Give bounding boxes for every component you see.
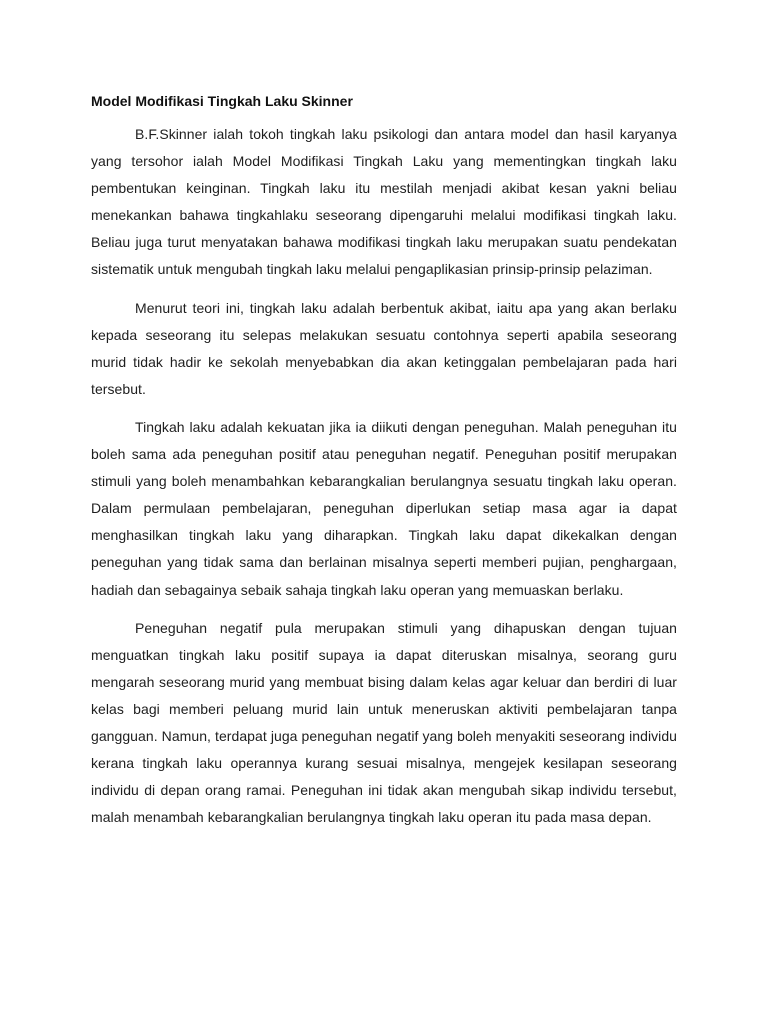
- paragraph-negative-reinforcement: Peneguhan negatif pula merupakan stimuli yang dihapuskan dengan tujuan menguatkan tingkah laku positif supaya ia dapat diteruskan misalnya, seorang guru mengarah seseorang murid yang membuat bising dalam kelas agar keluar dan berdiri di luar kelas bagi memberi peluang murid lain untuk meneruskan aktiviti pembelajaran tanpa gangguan. Namun, terdapat juga peneguhan negatif yang boleh menyakiti seseorang individu kerana tingkah laku operannya kurang sesuai misalnya, mengejek kesilapan seseorang individu di depan orang ramai. Peneguhan ini tidak akan mengubah sikap individu tersebut, malah menambah kebarangkalian berulangnya tingkah laku operan itu pada masa depan.: [91, 619, 677, 826]
- paragraph-positive-reinforcement: Tingkah laku adalah kekuatan jika ia diikuti dengan peneguhan. Malah peneguhan itu boleh sama ada peneguhan positif atau peneguhan negatif. Peneguhan positif merupakan stimuli yang boleh menambahkan kebarangkalian berulangnya sesuatu tingkah laku operan. Dalam permulaan pembelajaran, peneguhan diperlukan setiap masa agar ia dapat menghasilkan tingkah laku yang diharapkan. Tingkah laku dapat dikekalkan dengan peneguhan yang tidak sama dan berlainan misalnya seperti memberi pujian, penghargaan, hadiah dan sebagainya sebaik sahaja tingkah laku operan yang memuaskan berlaku.: [91, 418, 677, 598]
- document-title: Model Modifikasi Tingkah Laku Skinner: [91, 93, 353, 109]
- paragraph-theory-consequence: Menurut teori ini, tingkah laku adalah berbentuk akibat, iaitu apa yang akan berlaku kepada seseorang itu selepas melakukan sesuatu contohnya seperti apabila seseorang murid tidak hadir ke sekolah menyebabkan dia akan ketinggalan pembelajaran pada hari tersebut.: [91, 299, 677, 397]
- document-page: [91, 91, 677, 842]
- paragraph-skinner-intro: B.F.Skinner ialah tokoh tingkah laku psikologi dan antara model dan hasil karyanya yang tersohor ialah Model Modifikasi Tingkah Laku yang mementingkan tingkah laku pembentukan keinginan. Tingkah laku itu mestilah menjadi akibat kesan yakni beliau menekankan bahawa tingkahlaku seseorang dipengaruhi melalui modifikasi tingkah laku. Beliau juga turut menyatakan bahawa modifikasi tingkah laku merupakan suatu pendekatan sistematik untuk mengubah tingkah laku melalui pengaplikasian prinsip-prinsip pelaziman.: [91, 126, 677, 278]
